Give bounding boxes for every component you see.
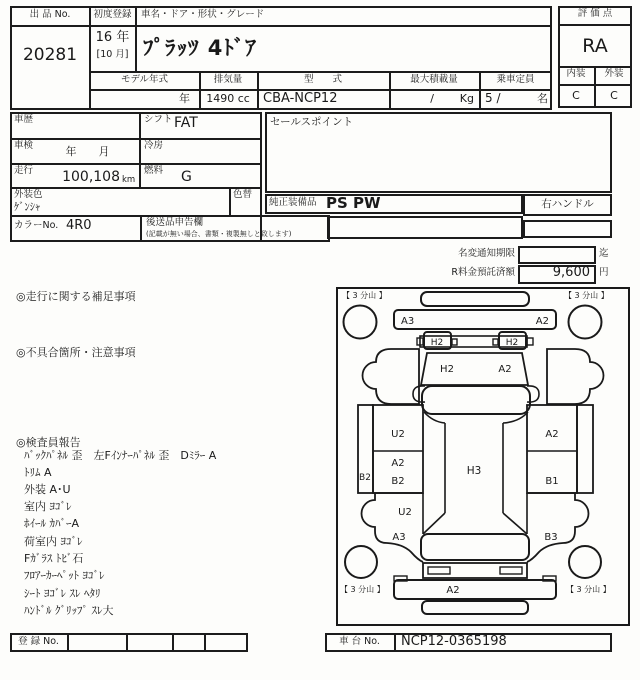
- equipment-value: PS PW: [326, 194, 381, 212]
- wheel-front-right: [569, 306, 602, 339]
- mileage-label: 走行: [14, 165, 34, 176]
- empty-box: [327, 216, 523, 239]
- lot-number-label: 出 品 No.: [29, 9, 71, 20]
- inspector-line: ｼｰﾄ ﾖｺﾞﾚ ｽﾚ ﾍﾀﾘ: [24, 587, 101, 600]
- headlight-tab: [493, 339, 498, 345]
- hood: [421, 353, 528, 385]
- payload-unit: Kg: [459, 92, 474, 105]
- rear-panel: [394, 580, 556, 599]
- displacement-label: 排気量: [213, 74, 243, 85]
- fuel-label: 燃料: [144, 165, 164, 176]
- grade-door-right-lower: B1: [545, 476, 559, 487]
- grade-quarter-right: B3: [544, 532, 558, 543]
- color-change-label: 色替: [233, 189, 253, 200]
- divider: [10, 187, 262, 189]
- first-registration-month: [10 月]: [96, 49, 129, 60]
- first-registration-label: 初度登録: [93, 9, 132, 20]
- chassis-no-label: 車 台 No.: [339, 636, 380, 647]
- divider: [135, 6, 137, 72]
- divider: [139, 112, 141, 187]
- grade-headlight-left: H2: [430, 338, 444, 348]
- divider: [229, 187, 231, 215]
- windshield: [422, 386, 530, 414]
- divider: [172, 633, 174, 652]
- equipment-label: 純正装備品: [269, 197, 317, 208]
- fender-front-right: [547, 349, 604, 404]
- ac-label: 冷房: [144, 140, 164, 151]
- grade-hood-left: H2: [440, 364, 454, 375]
- later-items-note: (記載が無い場合、書類・複製無しと致します): [146, 230, 292, 238]
- tail-light-left: [428, 567, 450, 574]
- color-no-value: 4R0: [66, 218, 92, 233]
- shift-label: シフト: [144, 114, 173, 125]
- grade-door-left-rear-upper: A2: [391, 458, 405, 469]
- tire-tread-rear-right: 【 3 分山 】: [566, 585, 611, 594]
- tail-light-bar: [423, 563, 527, 578]
- history-label: 車歴: [14, 114, 34, 125]
- model-year-value: 年: [179, 92, 190, 105]
- inspection-value: 年 月: [65, 145, 110, 158]
- inspector-report-heading: ◎検査員報告: [16, 436, 81, 449]
- car-name-label: 車名・ドア・形状・グレード: [141, 9, 265, 20]
- shift-value: FAT: [174, 115, 198, 131]
- score-label: 評 価 点: [577, 8, 613, 19]
- divider: [558, 24, 632, 26]
- model-code-value: CBA-NCP12: [263, 91, 338, 106]
- car-name: ﾌﾟﾗｯﾂ 4ﾄﾞｱ: [143, 36, 257, 60]
- exterior-label: 外装: [604, 68, 624, 79]
- quarter-left: [362, 493, 424, 562]
- defects-heading: ◎不具合箇所・注意事項: [16, 346, 136, 359]
- headlight-tab: [452, 339, 457, 345]
- payload-label: 最大積載量: [410, 74, 458, 85]
- headlight-tab: [527, 338, 533, 345]
- displacement-value: 1490 cc: [206, 92, 250, 105]
- tail-light-right: [500, 567, 522, 574]
- rear-window: [421, 534, 529, 560]
- grade-front-panel-left: A3: [401, 316, 415, 327]
- vehicle-damage-diagram: [335, 285, 632, 630]
- capacity-value: 5 /: [485, 91, 501, 105]
- sales-point-label: セールスポイント: [270, 116, 354, 128]
- deposit-value: 9,600: [552, 265, 590, 280]
- lot-number: 20281: [22, 45, 78, 65]
- interior-grade: C: [572, 89, 580, 102]
- inspector-line: ﾌﾛｱｰｶｰﾍﾟｯﾄ ﾖｺﾞﾚ: [24, 569, 105, 582]
- divider: [10, 25, 552, 27]
- rename-deadline-box: [518, 246, 596, 264]
- grade-headlight-right: H2: [505, 338, 519, 348]
- wheel-rear-right: [569, 546, 601, 578]
- chassis-no-value: NCP12-0365198: [401, 634, 507, 649]
- tire-tread-rear-left: 【 3 分山 】: [340, 585, 385, 594]
- wheel-rear-left: [345, 546, 377, 578]
- first-registration-year: 16 年: [95, 30, 130, 45]
- divider: [204, 633, 206, 652]
- exterior-color-value: ｹﾞﾝｼｬ: [14, 201, 41, 213]
- exterior-grade: C: [610, 89, 618, 102]
- inspector-line: Fｶﾞﾗｽ ﾄﾋﾞ石: [24, 552, 84, 565]
- divider: [10, 138, 262, 140]
- fender-front-left: [363, 349, 420, 404]
- divider: [67, 633, 69, 652]
- mileage-unit: km: [122, 175, 136, 185]
- inspector-line: ﾄﾘﾑ A: [24, 466, 52, 479]
- quarter-right: [527, 493, 589, 562]
- model-code-label: 型 式: [303, 74, 342, 85]
- front-bumper: [421, 292, 529, 306]
- grade-rocker-left: B2: [359, 473, 371, 483]
- divider: [394, 633, 396, 652]
- tire-tread-front-right: 【 3 分山 】: [564, 291, 609, 300]
- grade-hood-right: A2: [498, 364, 512, 375]
- divider: [10, 163, 262, 165]
- deposit-label: R料金預託済額: [451, 267, 515, 278]
- model-year-label: モデル年式: [120, 74, 169, 85]
- divider: [126, 633, 128, 652]
- inspector-line: 外装 A･U: [24, 483, 71, 496]
- color-no-label: カラーNo.: [14, 220, 59, 231]
- inspector-line: ﾊﾝﾄﾞﾙ ｸﾞﾘｯﾌﾟ ｽﾚ大: [24, 604, 114, 617]
- capacity-unit: 名: [537, 92, 548, 105]
- rocker-right: [577, 405, 593, 493]
- front-panel: [394, 310, 556, 329]
- grade-quarter-left-lower: A3: [392, 532, 406, 543]
- grade-door-left-front: U2: [391, 429, 405, 440]
- inspector-line: 荷室内 ﾖｺﾞﾚ: [24, 535, 83, 548]
- handle-empty-box: [523, 220, 612, 238]
- registration-no-label: 登 録 No.: [18, 636, 59, 647]
- tire-tread-front-left: 【 3 分山 】: [342, 291, 387, 300]
- grade-quarter-left-upper: U2: [398, 507, 412, 518]
- rear-pillar-left: [423, 513, 445, 534]
- inspection-label: 車検: [14, 140, 34, 151]
- grade-front-panel-right: A2: [535, 316, 549, 327]
- rear-bumper: [422, 601, 528, 614]
- later-items-label: 後送品申告欄: [146, 217, 204, 228]
- inspector-line: ﾎｲｰﾙ ｶﾊﾞｰA: [24, 517, 80, 530]
- rear-pillar-right: [503, 513, 527, 534]
- fuel-value: G: [181, 169, 192, 185]
- deposit-unit: 円: [599, 267, 609, 278]
- exterior-color-label: 外装色: [14, 189, 43, 200]
- divider: [90, 71, 552, 73]
- interior-label: 内装: [566, 68, 586, 79]
- inspector-line: ﾊﾞｯｸﾊﾟﾈﾙ 歪 左Fｲﾝﾅｰﾊﾟﾈﾙ 歪 Dﾐﾗｰ A: [24, 449, 217, 462]
- capacity-label: 乗車定員: [496, 74, 535, 85]
- inspector-line: 室内 ﾖｺﾞﾚ: [24, 500, 72, 513]
- grade-door-left-rear-lower: B2: [391, 476, 405, 487]
- wheel-front-left: [344, 306, 377, 339]
- mileage-value: 100,108: [62, 169, 120, 185]
- grade-door-right-upper: A2: [545, 429, 559, 440]
- rename-deadline-label: 名変通知期限: [457, 248, 515, 259]
- rename-deadline-suffix: 迄: [599, 248, 609, 259]
- grade-roof: H3: [466, 465, 482, 477]
- mileage-notes-heading: ◎走行に関する補足事項: [16, 290, 136, 303]
- handle-value: 右ハンドル: [541, 198, 594, 210]
- payload-slash: /: [430, 92, 434, 105]
- grade-rear-panel: A2: [446, 585, 460, 596]
- score-value: RA: [582, 35, 608, 57]
